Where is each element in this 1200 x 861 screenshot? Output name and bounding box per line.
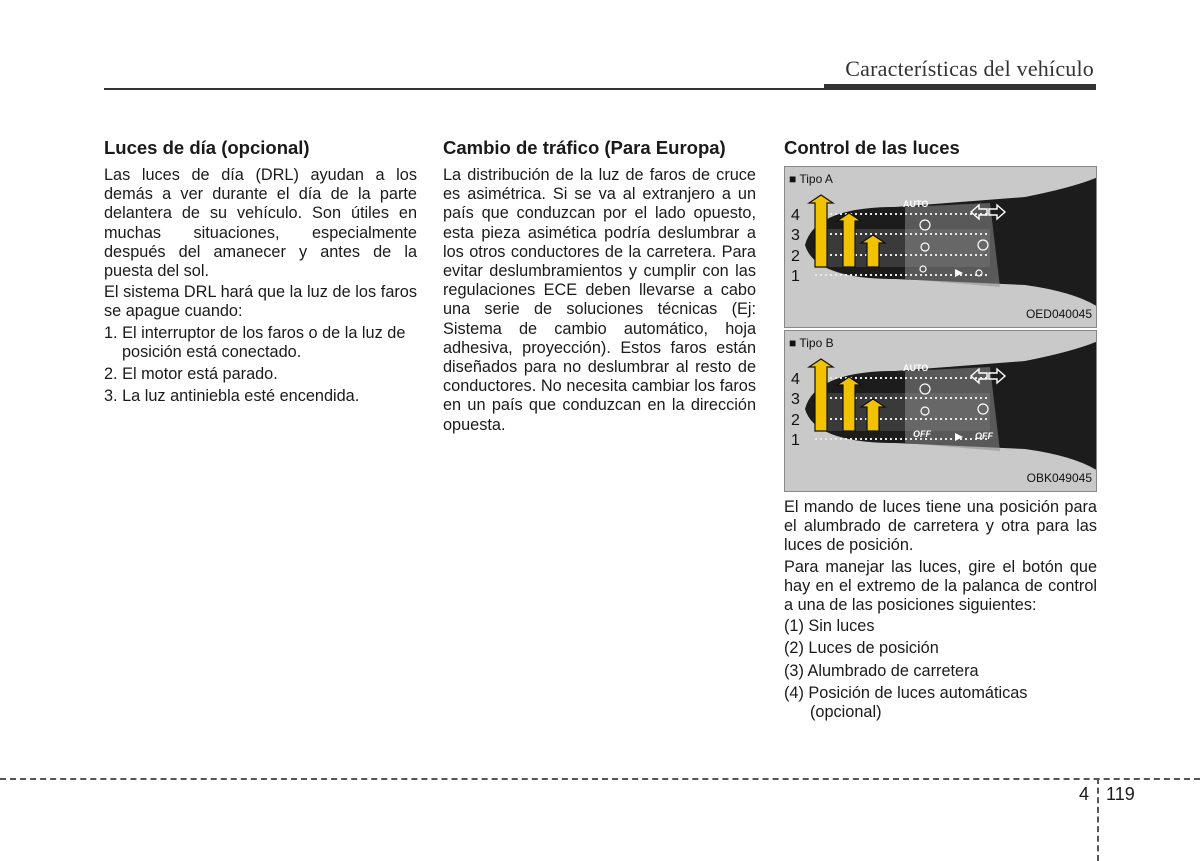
figure-type-a xyxy=(784,166,1097,328)
position-number-label: 4 xyxy=(791,207,800,224)
position-number-label: 2 xyxy=(791,248,800,265)
chapter-number: 4 xyxy=(1079,784,1090,804)
list-item: (4) Posición de luces automáticas (opcional) xyxy=(784,683,1028,722)
position-number-label: 3 xyxy=(791,227,800,244)
figure-type-b xyxy=(784,330,1097,492)
figure-type-label: ■ Tipo A xyxy=(789,172,833,186)
list-item: (1) Sin luces xyxy=(784,617,875,636)
list-item: 1. El interruptor de los faros o de la luz de posición está conectado. xyxy=(104,323,406,361)
column-drl xyxy=(104,137,417,409)
list-item: 2. El motor está parado. xyxy=(104,365,278,384)
column-light-control xyxy=(784,137,1097,725)
auto-label: AUTO xyxy=(903,363,929,373)
off-label: OFF xyxy=(913,429,931,439)
header-rule-accent xyxy=(824,84,1096,90)
position-number-label: 4 xyxy=(791,371,800,388)
position-number-label: 1 xyxy=(791,268,800,285)
paragraph: Para manejar las luces, gire el botón que hay en el extremo de la palanca de control a una de las posiciones siguientes: xyxy=(784,557,1097,615)
page-number xyxy=(1079,784,1135,805)
figure-code: OED040045 xyxy=(1025,306,1092,321)
page-number-value: 119 xyxy=(1106,784,1135,804)
position-list xyxy=(784,617,1097,722)
list-item: 3. La luz antiniebla esté encendida. xyxy=(104,387,360,406)
section-heading-traffic-change: Cambio de tráfico (Para Europa) xyxy=(443,137,726,158)
paragraph: Las luces de día (DRL) ayudan a los demás a ver durante el día de la parte delantera de su vehículo. Son útiles en muchas situaciones, especialmente después del amanecer y antes de la puesta del sol. xyxy=(104,166,417,281)
section-heading-drl: Luces de día (opcional) xyxy=(104,137,310,158)
figure-type-label: ■ Tipo B xyxy=(789,336,834,350)
auto-label: AUTO xyxy=(903,199,929,209)
condition-list xyxy=(104,324,417,407)
paragraph: El sistema DRL hará que la luz de los faros se apague cuando: xyxy=(104,283,417,321)
list-item: (3) Alumbrado de carretera xyxy=(784,661,979,680)
page-header-title: Características del vehículo xyxy=(845,56,1094,81)
list-item: (2) Luces de posición xyxy=(784,639,939,658)
position-number-label: 2 xyxy=(791,412,800,429)
section-heading-light-control: Control de las luces xyxy=(784,137,960,158)
figure-code: OBK049045 xyxy=(1026,470,1092,485)
footer-rule xyxy=(0,778,1200,780)
off-label: OFF xyxy=(975,431,993,441)
paragraph: La distribución de la luz de faros de cruce es asimétrica. Si se va al extranjero a un país que conduzcan por el lado opuesto, esta pieza asimética podría deslumbrar a los otros conductores de la carretera. Para evitar deslumbramientos y cumplir con las regulaciones ECE deben llevarse a cabo una serie de soluciones técnicas (Ej: Sistema de cambio automático, hoja adhesiva, proyección). Estos faros están diseñados para no deslumbrar al resto de conductores. No necesita cambiar los faros en un país que conduzcan en la dirección opuesta. xyxy=(443,166,756,434)
position-number-label: 3 xyxy=(791,391,800,408)
column-traffic-change xyxy=(443,137,756,437)
position-number-label: 1 xyxy=(791,432,800,449)
paragraph: El mando de luces tiene una posición para el alumbrado de carretera y otra para las luces de posición. xyxy=(784,498,1097,555)
